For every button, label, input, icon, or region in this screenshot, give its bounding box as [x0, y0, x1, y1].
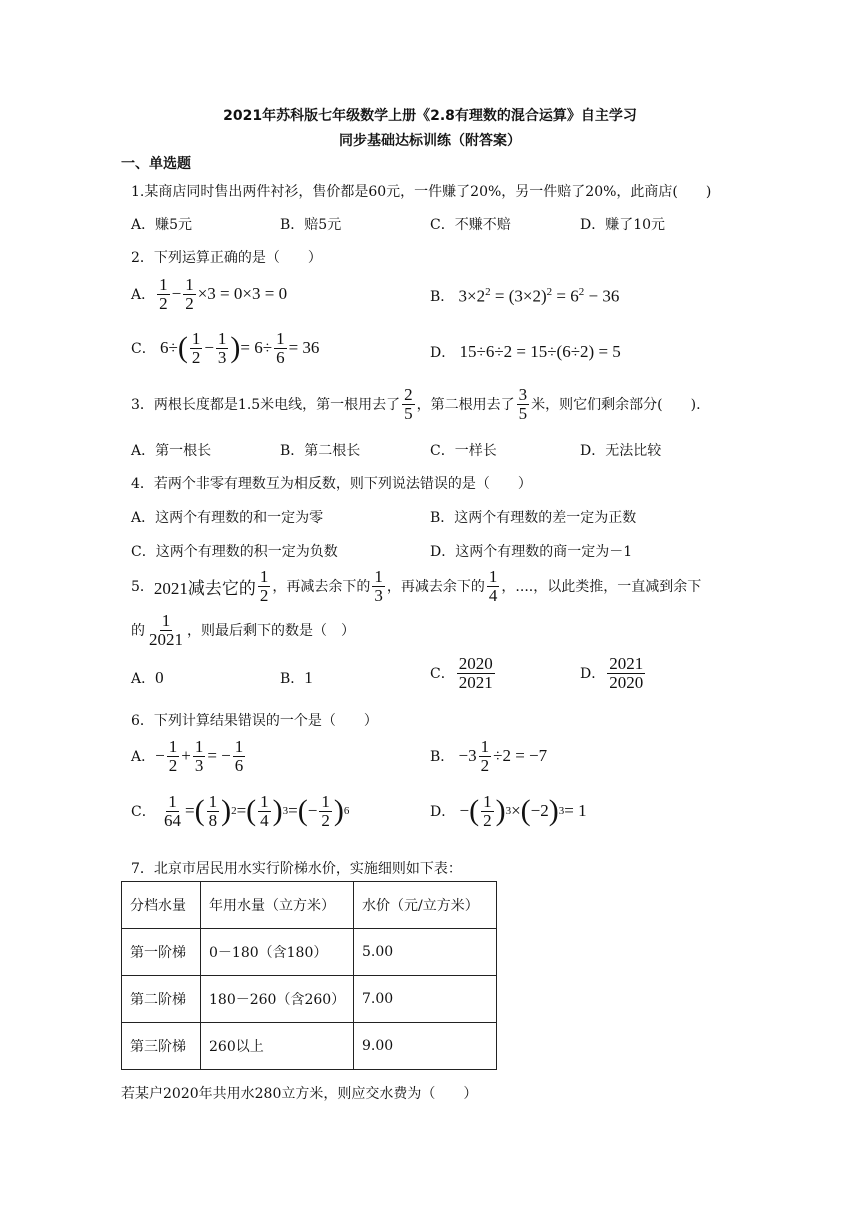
- q6-option-b: [430, 738, 547, 775]
- q2-option-a: [131, 276, 287, 313]
- q6-option-d-label: D．: [430, 804, 456, 821]
- q6-option-d-formula: − ( $\frac{1}{2}$ ) 3 × ( −2 ) 3 = 1: [455, 792, 587, 830]
- q1-option-b: B．赔5元: [280, 217, 342, 233]
- q2-option-d-formula: 15÷6÷2 = 15÷(6÷2) = 5: [455, 342, 621, 361]
- q2-option-c-formula: 6÷ ( $\frac{1}{2}$ − $\frac{1}{3}$ ) = 6÷ $\frac{1}{6}$ = 36: [155, 329, 320, 367]
- q5-option-b-label: B．: [280, 671, 305, 687]
- q6-option-a-formula: − $\frac{1}{2}$ + $\frac{1}{3}$ = − $\frac{1}{6}$: [155, 737, 244, 775]
- question-7-followup: 若某户2020年共用水280立方米，则应交水费为（ ）: [121, 1086, 478, 1102]
- fraction-1-3: $\frac{1}{3}$: [374, 567, 383, 605]
- q3-option-d: D．无法比较: [580, 443, 662, 459]
- q4-option-d: D．这两个有理数的商一定为－1: [430, 544, 633, 560]
- q5-option-b: [280, 668, 313, 688]
- q3-stem-part2: ，第二根用去了: [416, 397, 515, 414]
- q6-option-a-label: A．: [131, 749, 156, 766]
- q5-stem-part: ，则最后剩下的数是（ ）: [187, 623, 355, 640]
- page-title: 2021年苏科版七年级数学上册《2.8有理数的混合运算》自主学习: [223, 108, 637, 124]
- q6-option-c-label: C．: [131, 804, 156, 821]
- table-row: [122, 1023, 497, 1070]
- q2-option-b: [430, 286, 619, 307]
- q6-option-b-label: B．: [430, 749, 455, 766]
- q5-option-d-label: D．: [580, 666, 606, 683]
- q3-option-a: A．第一根长: [131, 443, 212, 459]
- q5-option-b-value: 1: [304, 668, 313, 687]
- q5-stem-part: 的: [131, 623, 145, 640]
- fraction-1-2: $\frac{1}{2}$: [259, 567, 269, 605]
- question-1-stem: 1.某商店同时售出两件衬衫，售价都是60元，一件赚了20%，另一件赔了20%，此商店( ): [131, 184, 712, 200]
- q4-option-b: B．这两个有理数的差一定为正数: [430, 510, 637, 526]
- table-cell: 第三阶梯: [122, 1023, 201, 1070]
- q6-option-a: [131, 738, 247, 775]
- fraction-1-4: $\frac{1}{4}$: [488, 567, 498, 605]
- q6-option-c: [131, 793, 349, 830]
- q5-option-d: [580, 655, 647, 692]
- table-header-cell: 年用水量（立方米）: [201, 882, 354, 929]
- q5-stem-part: ，再减去余下的: [272, 579, 371, 596]
- q5-option-c: [430, 655, 497, 692]
- q5-number: 5．: [131, 579, 154, 596]
- q1-option-a: A．赚5元: [131, 217, 193, 233]
- table-cell: 9.00: [354, 1023, 497, 1070]
- question-5-stem-line2: [131, 612, 355, 649]
- table-cell: 第一阶梯: [122, 929, 201, 976]
- table-header-row: [122, 882, 497, 929]
- q2-option-a-formula: $\frac{1}{2}$ − $\frac{1}{2}$ ×3 = 0×3 = 0: [159, 275, 288, 313]
- q6-option-c-formula: $\frac{1}{64}$ = ( $\frac{1}{8}$ ) 2 = ( $\frac{1}{4}$ ) 3 = ( − $\frac{1}{2}$ ) 6: [163, 792, 350, 830]
- table-cell: 7.00: [354, 976, 497, 1023]
- fraction-2020-2021: $\frac{2020}{2021}$: [458, 654, 493, 692]
- q3-option-b: B．第二根长: [280, 443, 361, 459]
- q3-stem-part3: 米，则它们剩余部分( ).: [531, 397, 701, 414]
- q5-stem-part: ，再减去余下的: [386, 579, 485, 596]
- page-subtitle: 同步基础达标训练（附答案）: [339, 133, 521, 149]
- q5-option-c-label: C．: [430, 666, 455, 683]
- q2-option-a-label: A．: [131, 287, 156, 304]
- question-4-stem: 4．若两个非零有理数互为相反数，则下列说法错误的是（ ）: [131, 476, 532, 492]
- table-cell: 第二阶梯: [122, 976, 201, 1023]
- q6-option-d: [430, 793, 587, 830]
- q4-option-c: C．这两个有理数的积一定为负数: [131, 544, 338, 560]
- q2-option-d-label: D．: [430, 345, 456, 361]
- fraction-2021-2020: $\frac{2021}{2020}$: [609, 654, 644, 692]
- question-6-stem: 6．下列计算结果错误的一个是（ ）: [131, 713, 378, 729]
- q5-stem-part: 2021减去它的: [153, 578, 256, 598]
- water-price-table: [121, 881, 497, 1070]
- fraction-3-5: $\frac{3}{5}$: [518, 385, 528, 423]
- q2-option-b-label: B．: [430, 289, 455, 306]
- table-cell: 180－260（含260）: [201, 976, 354, 1023]
- q5-option-a-value: 0: [155, 668, 164, 687]
- table-header-cell: 分档水量: [122, 882, 201, 929]
- question-2-stem: 2．下列运算正确的是（ ）: [131, 250, 322, 266]
- q3-option-c: C．一样长: [430, 443, 497, 459]
- q5-option-a-label: A．: [131, 671, 156, 687]
- q2-option-c: [131, 330, 319, 367]
- q5-stem-part: ，....，以此类推，一直减到余下: [501, 579, 702, 596]
- question-3-stem: [131, 386, 701, 423]
- q3-stem-part1: 3．两根长度都是1.5米电线，第一根用去了: [131, 397, 401, 414]
- table-cell: 0－180（含180）: [201, 929, 354, 976]
- q6-option-b-formula: −3 $\frac{1}{2}$ ÷2 = −7: [454, 737, 548, 775]
- table-row: [122, 929, 497, 976]
- q1-option-d: D．赚了10元: [580, 217, 666, 233]
- section-heading: 一、单选题: [121, 156, 191, 172]
- q4-option-a: A．这两个有理数的和一定为零: [131, 510, 324, 526]
- fraction-1-2021: $\frac{1}{2021}$: [149, 611, 183, 649]
- fraction-2-5: $\frac{2}{5}$: [404, 385, 413, 423]
- table-header-cell: 水价（元/立方米）: [354, 882, 497, 929]
- q2-option-c-label: C．: [131, 341, 156, 358]
- q1-option-c: C．不赚不赔: [430, 217, 511, 233]
- table-cell: 260以上: [201, 1023, 354, 1070]
- q5-option-a: [131, 668, 164, 688]
- q2-option-b-formula: $3\times 2^2 = (3\times 2)^2 = 6^2 - 36$: [454, 286, 620, 306]
- question-5-stem-line1: [131, 568, 701, 605]
- q2-option-d: [430, 342, 621, 362]
- table-row: [122, 976, 497, 1023]
- table-cell: 5.00: [354, 929, 497, 976]
- question-7-stem: 7．北京市居民用水实行阶梯水价，实施细则如下表：: [131, 861, 462, 877]
